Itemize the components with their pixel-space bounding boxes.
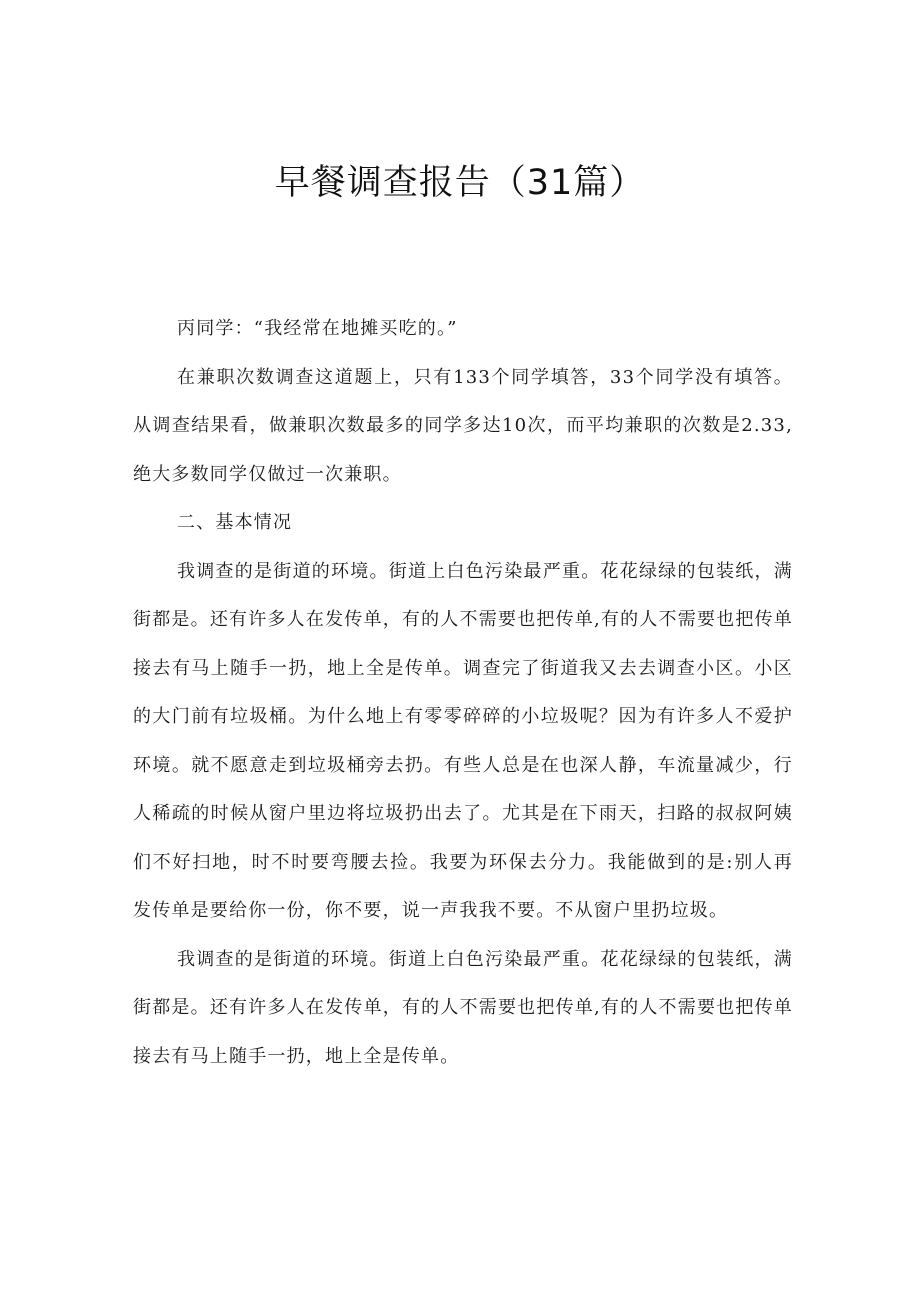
document-body: [133, 305, 793, 1081]
paragraph-quote: 丙同学：“我经常在地摊买吃的。”: [177, 318, 458, 339]
section-heading-basic-situation: 二、基本情况: [177, 512, 293, 533]
paragraph-street-environment-repeat: 我调查的是街道的环境。街道上白色污染最严重。花花绿绿的包装纸，满街都是。还有许多人在发传单，有的人不需要也把传单,有的人不需要也把传单接去有马上随手一扔，地上全是传单。: [133, 948, 793, 1067]
paragraph-parttime-survey: 在兼职次数调查这道题上，只有133个同学填答，33个同学没有填答。从调查结果看，做兼职次数最多的同学多达10次，而平均兼职的次数是2.33,绝大多数同学仅做过一次兼职。: [133, 366, 793, 485]
document-title: 早餐调查报告（31篇）: [274, 163, 646, 203]
paragraph-street-environment: 我调查的是街道的环境。街道上白色污染最严重。花花绿绿的包装纸，满街都是。还有许多人在发传单，有的人不需要也把传单,有的人不需要也把传单接去有马上随手一扔，地上全是传单。调查完了街道我又去去调查小区。小区的大门前有垃圾桶。为什么地上有零零碎碎的小垃圾呢？因为有许多人不爱护环境。就不愿意走到垃圾桶旁去扔。有些人总是在也深人静，车流量减少，行人稀疏的时候从窗户里边将垃圾扔出去了。尤其是在下雨天，扫路的叔叔阿姨们不好扫地，时不时要弯腰去捡。我要为环保去分力。我能做到的是:别人再发传单是要给你一份，你不要，说一声我我不要。不从窗户里扔垃圾。: [133, 560, 793, 921]
